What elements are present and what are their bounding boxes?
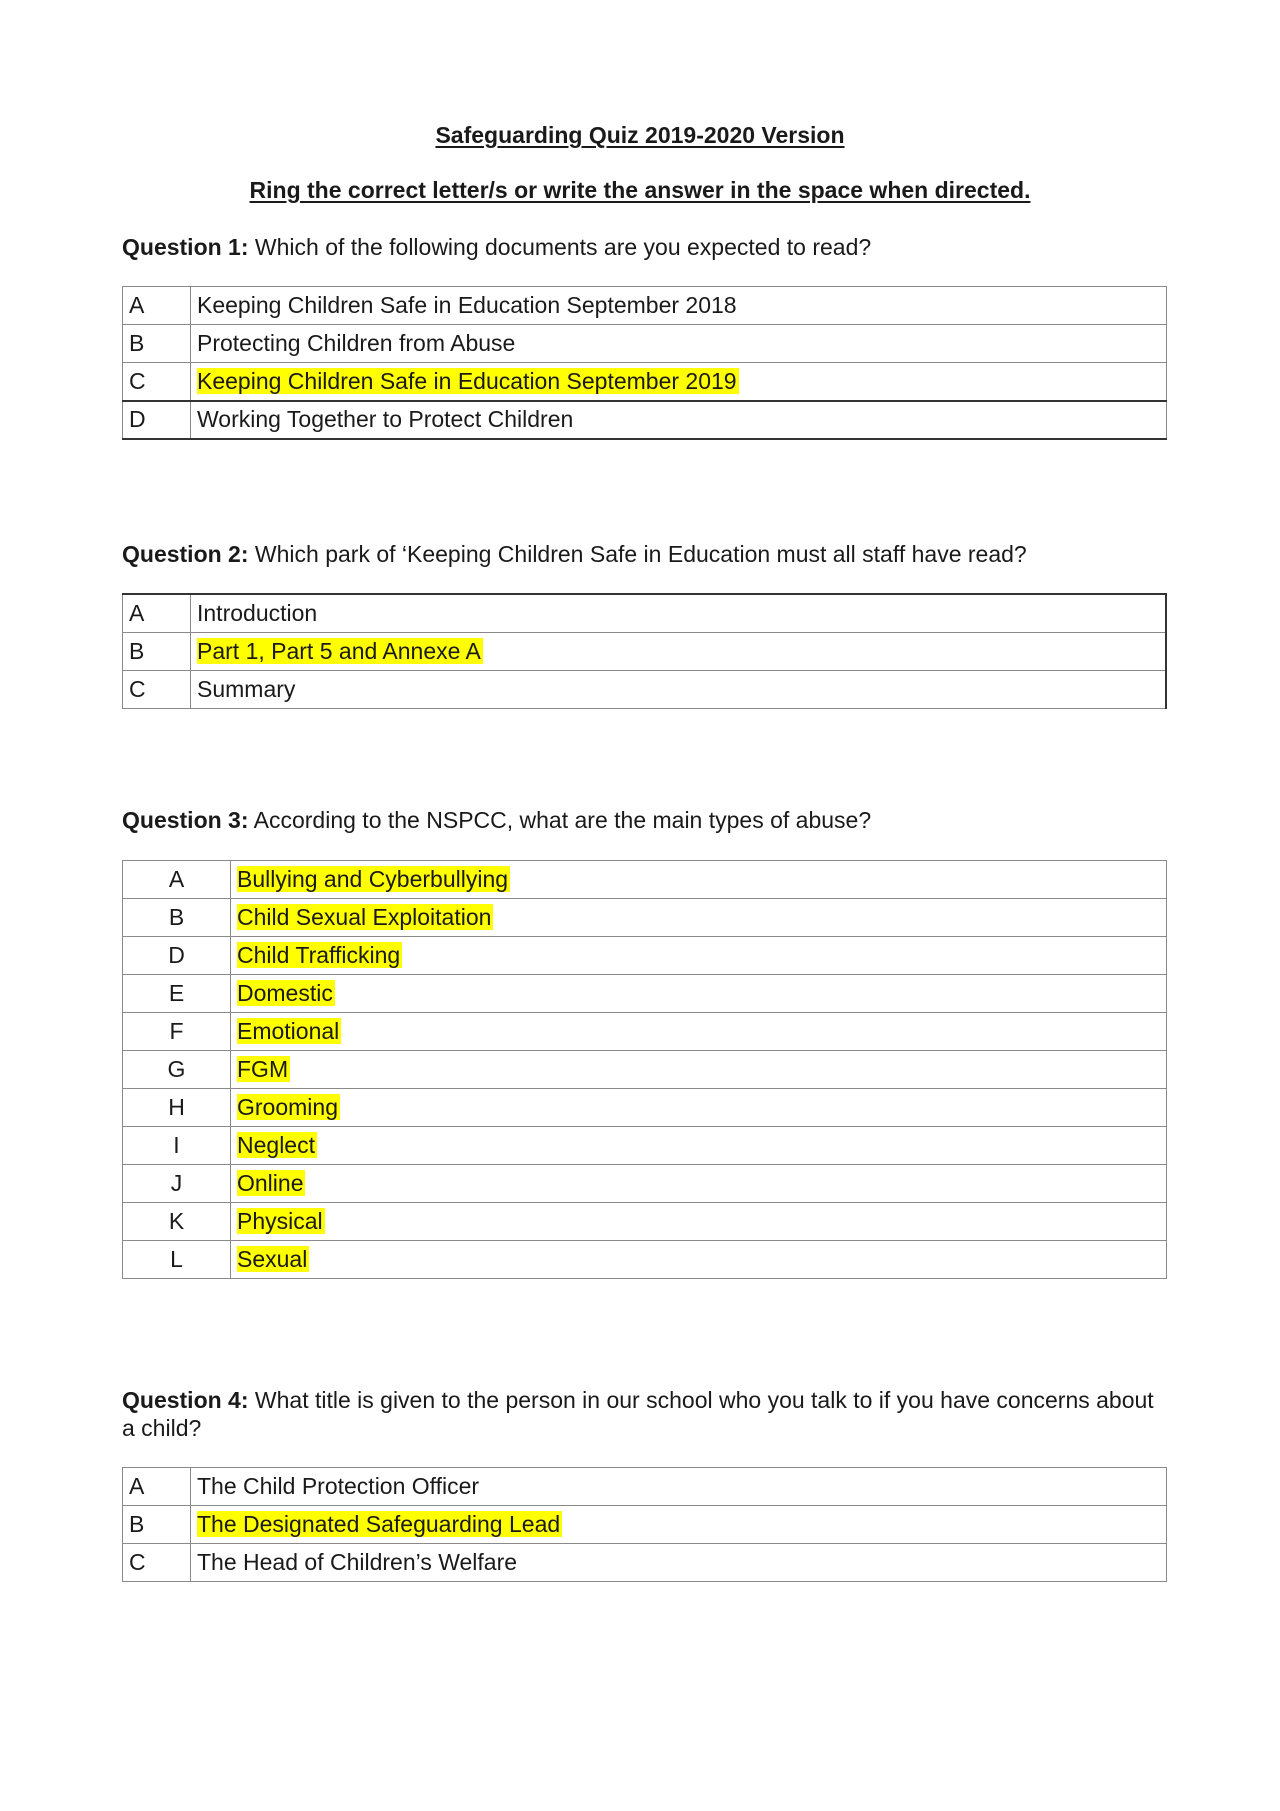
option-letter[interactable]: L: [123, 1241, 231, 1279]
option-text-cell: [231, 899, 1167, 937]
question-3: [122, 806, 1172, 834]
option-row: [123, 1013, 1167, 1051]
option-letter[interactable]: B: [123, 325, 191, 363]
question-label: Question 1:: [122, 234, 249, 260]
option-letter[interactable]: J: [123, 1165, 231, 1203]
option-text-cell: [191, 325, 1167, 363]
option-letter[interactable]: D: [123, 937, 231, 975]
option-letter[interactable]: G: [123, 1051, 231, 1089]
option-letter[interactable]: A: [123, 594, 191, 632]
option-row: [123, 1051, 1167, 1089]
option-text-cell: [191, 594, 1167, 632]
option-letter[interactable]: B: [123, 899, 231, 937]
option-row: [123, 594, 1167, 632]
highlighted-answer: Keeping Children Safe in Education September 2019: [197, 367, 737, 394]
option-text: Working Together to Protect Children: [197, 406, 574, 432]
question-text: Which of the following documents are you expected to read?: [248, 234, 872, 260]
option-letter[interactable]: B: [123, 1506, 191, 1544]
option-row: [123, 861, 1167, 899]
question-2-options: [122, 593, 1167, 709]
highlighted-answer: Grooming: [237, 1094, 338, 1120]
question-4: [122, 1386, 1172, 1442]
highlighted-answer: FGM: [237, 1056, 289, 1082]
option-text-cell: [231, 861, 1167, 899]
question-text: According to the NSPCC, what are the main types of abuse?: [248, 807, 872, 833]
highlighted-answer: Online: [237, 1170, 304, 1196]
option-row: [123, 1203, 1167, 1241]
option-text: Introduction: [197, 599, 318, 626]
option-letter[interactable]: A: [123, 861, 231, 899]
option-text-cell: [231, 1241, 1167, 1279]
option-text-cell: [191, 363, 1167, 401]
option-row: [123, 363, 1167, 401]
option-row: [123, 1544, 1167, 1582]
option-text: The Child Protection Officer: [197, 1473, 480, 1499]
option-row: [123, 975, 1167, 1013]
option-row: [123, 1506, 1167, 1544]
option-text-cell: [231, 1165, 1167, 1203]
option-text: The Head of Children’s Welfare: [197, 1549, 518, 1575]
option-text-cell: [231, 1089, 1167, 1127]
option-text-cell: [231, 1013, 1167, 1051]
option-letter[interactable]: A: [123, 1468, 191, 1506]
option-text-cell: [191, 287, 1167, 325]
question-label: Question 4:: [122, 1387, 249, 1413]
option-text-cell: [231, 937, 1167, 975]
option-row: [123, 632, 1167, 670]
option-row: [123, 1127, 1167, 1165]
option-letter[interactable]: E: [123, 975, 231, 1013]
option-text: Summary: [197, 675, 296, 702]
highlighted-answer: Neglect: [237, 1132, 315, 1158]
question-text: What title is given to the person in our school who you talk to if you have concerns about a child?: [122, 1387, 1154, 1441]
option-letter[interactable]: C: [123, 1544, 191, 1582]
option-row: [123, 401, 1167, 439]
question-3-options: [122, 860, 1167, 1279]
page-title: Safeguarding Quiz 2019-2020 Version: [435, 122, 845, 148]
option-text-cell: [191, 632, 1167, 670]
question-2: [122, 540, 1172, 568]
highlighted-answer: Child Sexual Exploitation: [237, 904, 492, 930]
question-label: Question 2:: [122, 541, 249, 567]
option-text: Keeping Children Safe in Education September 2018: [197, 292, 737, 318]
option-letter[interactable]: D: [123, 401, 191, 439]
option-text-cell: [191, 670, 1167, 708]
option-text-cell: [191, 401, 1167, 439]
option-row: [123, 937, 1167, 975]
option-letter[interactable]: H: [123, 1089, 231, 1127]
option-letter[interactable]: C: [123, 670, 191, 708]
option-letter[interactable]: C: [123, 363, 191, 401]
question-4-options: [122, 1467, 1167, 1582]
highlighted-answer: Emotional: [237, 1018, 340, 1044]
option-row: [123, 1089, 1167, 1127]
option-text-cell: [191, 1468, 1167, 1506]
option-row: [123, 287, 1167, 325]
highlighted-answer: Part 1, Part 5 and Annexe A: [197, 637, 481, 664]
option-row: [123, 1241, 1167, 1279]
instructions: Ring the correct letter/s or write the answer in the space when directed.: [249, 177, 1031, 203]
option-row: [123, 1468, 1167, 1506]
question-text: Which park of ‘Keeping Children Safe in Education must all staff have read?: [248, 541, 1027, 567]
option-row: [123, 899, 1167, 937]
question-1: [122, 233, 1172, 261]
option-row: [123, 1165, 1167, 1203]
highlighted-answer: Sexual: [237, 1246, 308, 1272]
option-text-cell: [231, 1127, 1167, 1165]
highlighted-answer: Bullying and Cyberbullying: [237, 866, 509, 892]
option-text-cell: [231, 975, 1167, 1013]
highlighted-answer: The Designated Safeguarding Lead: [197, 1511, 561, 1537]
option-text-cell: [191, 1506, 1167, 1544]
option-letter[interactable]: B: [123, 632, 191, 670]
option-letter[interactable]: F: [123, 1013, 231, 1051]
option-letter[interactable]: A: [123, 287, 191, 325]
option-row: [123, 325, 1167, 363]
highlighted-answer: Child Trafficking: [237, 942, 401, 968]
highlighted-answer: Physical: [237, 1208, 323, 1234]
question-label: Question 3:: [122, 807, 249, 833]
option-letter[interactable]: K: [123, 1203, 231, 1241]
option-text-cell: [231, 1051, 1167, 1089]
question-1-options: [122, 286, 1167, 440]
option-text-cell: [191, 1544, 1167, 1582]
option-text: Protecting Children from Abuse: [197, 330, 516, 356]
option-letter[interactable]: I: [123, 1127, 231, 1165]
option-text-cell: [231, 1203, 1167, 1241]
highlighted-answer: Domestic: [237, 980, 333, 1006]
option-row: [123, 670, 1167, 708]
